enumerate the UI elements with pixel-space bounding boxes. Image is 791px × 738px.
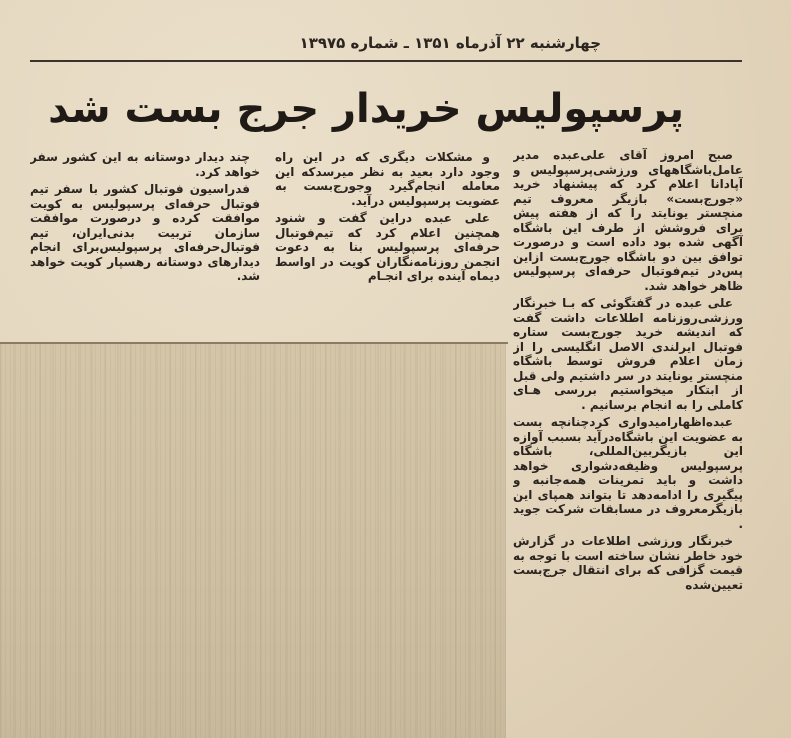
paragraph: علی عبده در گفتگوئی که بـا خبرنگار ورزشی‌روزنامه اطلاعات داشت گفت که اندیشه خرید جورج‌بست ستاره فوتبال ایرلندی الاصل انگلیسی را از زمان اعلام فروش توسط باشگاه منچستر یونایتد در سر داشتیم ولی قبل از ابتکار میخواستیم بررسی هـای کاملی را به انجام برسانیم . <box>513 296 743 412</box>
paragraph: و مشکلات دیگری که در این راه وجود دارد بعید به نظر میرسدکه این معامله انجام‌گیرد وجورج‌بست به عضویت پرسپولیس درآید. <box>275 150 500 208</box>
paragraph: صبح امروز آقای علی‌عبده مدیر عامل‌باشگاههای ورزشی‌پرسپولیس و آپادانا اعلام کرد که پیشنهاد خرید «جورج‌بست» بازیگر معروف تیم منچستر یونایتد را که از هفته پیش برای فروشش از طرف این باشگاه آگهی شده بود داده است و درصورت توافق بین دو باشگاه جورج‌بست ازاین پس‌در تیم‌فوتبال حرفه‌ای پرسپولیس ظاهر خواهد شد. <box>513 148 743 293</box>
article-column-left <box>30 150 260 312</box>
paragraph: علی عبده دراین گفت و شنود همچنین اعلام کرد که تیم‌فوتبال حرفه‌ای پرسپولیس بنا به دعوت انجمن روزنامه‌نگاران کویت در اواسط دیماه آینده برای انجـام <box>275 211 500 283</box>
paragraph: خبرنگار ورزشی اطلاعات در گزارش خود خاطر نشان ساخته است با توجه به قیمت گزافی که برای انتقال جرج‌بست تعیین‌شده <box>513 534 743 592</box>
header-rule <box>30 60 742 62</box>
paragraph: چند دیدار دوستانه به این کشور سفر خواهد کرد. <box>30 150 260 179</box>
dateline: چهارشنبه ۲۲ آذرماه ۱۳۵۱ ـ شماره ۱۳۹۷۵ <box>299 34 601 52</box>
paragraph: فدراسیون فوتبال کشور با سفر تیم فوتبال حرفه‌ای پرسپولیس به کویت موافقت کرده و درصورت موافقت سازمان تربیت بدنی‌ایران، تیم فوتبال‌حرفه‌ای پرسپولیس‌برای انجام دیدارهای دوستانه رهسپار کویت خواهد شد. <box>30 182 260 283</box>
blank-photo-area <box>0 344 506 738</box>
article-column-right <box>513 148 743 736</box>
paragraph: عبده‌اظهار‌امیدواری کرد‌چنانچه بست به عضویت این باشگاه‌درآید بسبب آوازه این بازیگربین‌المللی، باشگاه پرسپولیس وظیفه‌دشواری خواهد داشت و باید تمرینات همه‌جانبه و پیگیری را ادامه‌دهد تا بتواند همپای این بازیگرمعروف در مسابقات شرکت جوید . <box>513 415 743 531</box>
article-headline: پرسپولیس خریدار جرج بست شد <box>48 86 684 132</box>
article-column-middle <box>275 150 500 312</box>
